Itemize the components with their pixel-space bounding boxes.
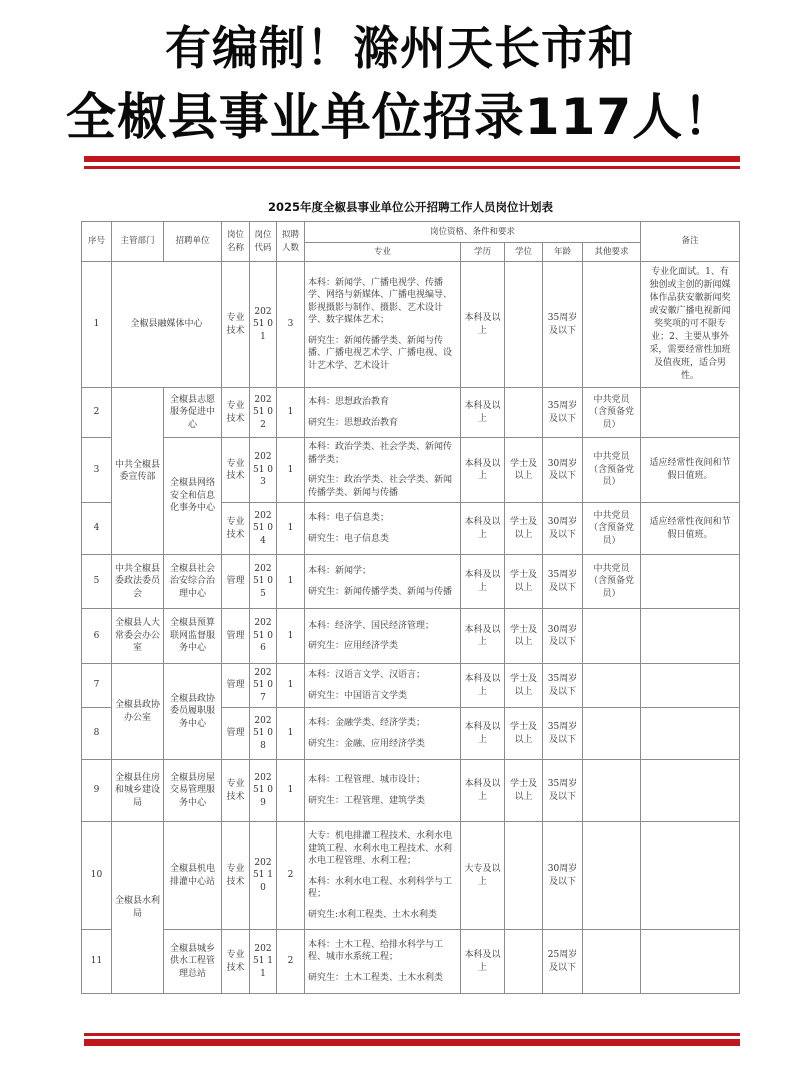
cell-remark: [641, 760, 740, 822]
cell-remark: [641, 388, 740, 438]
table-row: [82, 262, 740, 388]
cell-other: [583, 930, 641, 994]
header-seq: 序号: [82, 222, 112, 262]
major-undergrad: 本科：政治学类、社会学类、新闻传播学类；: [308, 442, 453, 465]
cell-other: 中共党员（含预备党员）: [583, 388, 641, 438]
cell-major: [305, 555, 461, 609]
major-undergrad: 本科：土木工程、给排水科学与工程、城市水系统工程；: [308, 939, 444, 963]
cell-major: [305, 708, 461, 760]
cell-other: [583, 262, 641, 388]
cell-unit: 全椒县政协委员履职服务中心: [164, 664, 222, 760]
cell-post-name: 专业技术: [222, 388, 250, 438]
major-grad: 研究生：金融、应用经济学类: [308, 738, 426, 749]
header-dept: 主管部门: [112, 222, 164, 262]
cell-major: [305, 822, 461, 930]
table-row: [82, 388, 740, 438]
cell-major: [305, 262, 461, 388]
major-undergrad: 本科：金融学类、经济学类；: [308, 718, 426, 728]
cell-post-code: 20251 11: [250, 930, 277, 994]
table-row: [82, 822, 740, 930]
major-undergrad: 本科：思想政治教育: [308, 397, 390, 407]
table-row: [82, 609, 740, 664]
cell-age: 35周岁及以下: [543, 555, 583, 609]
cell-seq: 11: [82, 930, 112, 994]
header-unit: 招聘单位: [164, 222, 222, 262]
headline-line-1: 有编制！滁州天长市和: [165, 21, 635, 75]
header-post-code: 岗位代码: [250, 222, 277, 262]
cell-major: [305, 609, 461, 664]
cell-count: 1: [277, 555, 305, 609]
cell-post-name: 管理: [222, 609, 250, 664]
cell-remark: [641, 555, 740, 609]
cell-seq: 10: [82, 822, 112, 930]
cell-other: 中共党员（含预备党员）: [583, 555, 641, 609]
cell-age: 30周岁及以下: [543, 438, 583, 503]
cell-remark: 适应经常性夜间和节假日值班。: [641, 438, 740, 503]
cell-post-code: 20251 09: [250, 760, 277, 822]
cell-major: [305, 438, 461, 503]
header-degree: 学位: [505, 243, 543, 262]
cell-count: 1: [277, 388, 305, 438]
cell-post-code: 20251 06: [250, 609, 277, 664]
cell-dept: 全椒县人大常委会办公室: [112, 609, 164, 664]
cell-post-code: 20251 05: [250, 555, 277, 609]
cell-unit: 全椒县房屋交易管理服务中心: [164, 760, 222, 822]
major-undergrad: 本科：新闻学；: [308, 566, 372, 576]
cell-remark: [641, 708, 740, 760]
cell-unit: 全椒县志愿服务促进中心: [164, 388, 222, 438]
cell-age: 35周岁及以下: [543, 664, 583, 708]
cell-degree: 学士及以上: [505, 760, 543, 822]
cell-major: [305, 760, 461, 822]
cell-age: 25周岁及以下: [543, 930, 583, 994]
cell-age: 30周岁及以下: [543, 822, 583, 930]
cell-remark: [641, 930, 740, 994]
cell-major: [305, 503, 461, 555]
cell-dept: 全椒县住房和城乡建设局: [112, 760, 164, 822]
cell-count: 1: [277, 708, 305, 760]
cell-degree: [505, 388, 543, 438]
cell-other: [583, 708, 641, 760]
major-grad: 研究生：工程管理、建筑学类: [308, 795, 426, 806]
cell-post-code: 20251 03: [250, 438, 277, 503]
cell-education: 本科及以上: [461, 930, 505, 994]
cell-age: 35周岁及以下: [543, 262, 583, 388]
cell-education: 本科及以上: [461, 760, 505, 822]
cell-post-name: 专业技术: [222, 438, 250, 503]
cell-seq: 9: [82, 760, 112, 822]
cell-count: 1: [277, 664, 305, 708]
cell-remark: [641, 664, 740, 708]
cell-post-name: 管理: [222, 555, 250, 609]
cell-seq: 3: [82, 438, 112, 503]
cell-count: 1: [277, 438, 305, 503]
major-undergrad: 本科：工程管理、城市设计；: [308, 775, 426, 785]
cell-age: 35周岁及以下: [543, 760, 583, 822]
major-grad: 研究生：应用经济学类: [308, 641, 399, 651]
header-requirements: 岗位资格、条件和要求: [305, 222, 641, 243]
cell-seq: 7: [82, 664, 112, 708]
recruitment-plan-table: [81, 193, 739, 994]
cell-dept: 全椒县政协办公室: [112, 664, 164, 760]
table-row: [82, 555, 740, 609]
header-post-name: 岗位名称: [222, 222, 250, 262]
cell-count: 1: [277, 503, 305, 555]
cell-dept: 中共全椒县委政法委员会: [112, 555, 164, 609]
cell-unit: 全椒县社会治安综合治理中心: [164, 555, 222, 609]
cell-post-code: 20251 02: [250, 388, 277, 438]
table-title: 2025年度全椒县事业单位公开招聘工作人员岗位计划表: [82, 193, 740, 222]
cell-education: 本科及以上: [461, 438, 505, 503]
cell-post-name: 专业技术: [222, 503, 250, 555]
cell-degree: [505, 822, 543, 930]
cell-other: [583, 760, 641, 822]
cell-post-code: 20251 04: [250, 503, 277, 555]
cell-major: [305, 664, 461, 708]
cell-degree: 学士及以上: [505, 555, 543, 609]
major-undergrad: 本科：新闻学、广播电视学、传播学、网络与新媒体、广播电视编导、影视摄影与制作、摄影、艺术设计学、数字媒体艺术；: [308, 277, 453, 326]
cell-remark: 专业化面试。1、有独创或主创的新闻媒体作品获安徽新闻奖或安徽广播电视新闻奖奖项的可不限专业；2、主要从事外采，需要经常性加班及值夜班，适合男性。: [641, 262, 740, 388]
cell-seq: 2: [82, 388, 112, 438]
cell-education: 本科及以上: [461, 708, 505, 760]
cell-other: [583, 609, 641, 664]
cell-post-name: 专业技术: [222, 262, 250, 388]
cell-dept: 全椒县水利局: [112, 822, 164, 994]
table-row: [82, 930, 740, 994]
header-age: 年龄: [543, 243, 583, 262]
cell-post-code: 20251 07: [250, 664, 277, 708]
cell-major: [305, 388, 461, 438]
major-grad: 研究生：中国语言文学类: [308, 690, 408, 701]
header-major: 专业: [305, 243, 461, 262]
major-grad: 研究生：政治学类、社会学类、新闻传播学类、新闻与传播: [308, 475, 453, 498]
major-undergrad: 本科：电子信息类；: [308, 513, 390, 523]
cell-major: [305, 930, 461, 994]
header-education: 学历: [461, 243, 505, 262]
cell-degree: 学士及以上: [505, 708, 543, 760]
cell-education: 本科及以上: [461, 609, 505, 664]
cell-post-code: 20251 10: [250, 822, 277, 930]
cell-seq: 5: [82, 555, 112, 609]
cell-other: [583, 822, 641, 930]
cell-education: 本科及以上: [461, 388, 505, 438]
major-grad: 研究生：思想政治教育: [308, 417, 399, 428]
cell-count: 2: [277, 930, 305, 994]
cell-unit: 全椒县网络安全和信息化事务中心: [164, 438, 222, 555]
cell-education: 本科及以上: [461, 664, 505, 708]
major-grad: 研究生：土木工程类、土木水利类: [308, 972, 444, 983]
cell-count: 2: [277, 822, 305, 930]
major-grad: 研究生：新闻传播学类、新闻与传播: [308, 586, 453, 597]
cell-count: 3: [277, 262, 305, 388]
cell-dept: 中共全椒县委宣传部: [112, 388, 164, 555]
header-remark: 备注: [641, 222, 740, 262]
cell-remark: [641, 609, 740, 664]
cell-post-name: 管理: [222, 664, 250, 708]
cell-count: 1: [277, 760, 305, 822]
red-divider-thick-bottom: [84, 1039, 740, 1046]
cell-seq: 8: [82, 708, 112, 760]
cell-degree: 学士及以上: [505, 503, 543, 555]
major-undergrad: 本科：水利水电工程、水利科学与工程；: [308, 876, 453, 899]
cell-education: 大专及以上: [461, 822, 505, 930]
red-divider-thin-bottom: [84, 1033, 740, 1036]
cell-seq: 6: [82, 609, 112, 664]
red-divider-thick-top: [84, 156, 740, 162]
cell-age: 30周岁及以下: [543, 609, 583, 664]
cell-other: 中共党员（含预备党员）: [583, 503, 641, 555]
cell-post-name: 管理: [222, 708, 250, 760]
cell-post-code: 20251 08: [250, 708, 277, 760]
cell-post-name: 专业技术: [222, 760, 250, 822]
header-count: 拟聘人数: [277, 222, 305, 262]
major-college: 大专：机电排灌工程技术、水利水电建筑工程、水利水电工程技术、水利水电工程管理、水利工程；: [308, 831, 453, 866]
major-undergrad: 本科：汉语言文学、汉语言；: [308, 670, 426, 680]
cell-age: 30周岁及以下: [543, 503, 583, 555]
cell-degree: 学士及以上: [505, 438, 543, 503]
cell-degree: [505, 930, 543, 994]
cell-unit: 全椒县机电排灌中心站: [164, 822, 222, 930]
header-other: 其他要求: [583, 243, 641, 262]
cell-post-name: 专业技术: [222, 822, 250, 930]
cell-education: 本科及以上: [461, 555, 505, 609]
table-row: [82, 664, 740, 708]
cell-degree: [505, 262, 543, 388]
major-grad: 研究生：新闻传播学类、新闻与传播、广播电视艺术学、广播电视、设计艺术学、艺术设计: [308, 335, 453, 371]
cell-age: 35周岁及以下: [543, 388, 583, 438]
cell-seq: 4: [82, 503, 112, 555]
cell-degree: 学士及以上: [505, 664, 543, 708]
table-row: [82, 438, 740, 503]
cell-post-code: 20251 01: [250, 262, 277, 388]
cell-count: 1: [277, 609, 305, 664]
cell-other: 中共党员（含预备党员）: [583, 438, 641, 503]
cell-age: 35周岁及以下: [543, 708, 583, 760]
major-undergrad: 本科：经济学、国民经济管理；: [308, 620, 435, 631]
table-row: [82, 760, 740, 822]
cell-dept-unit: 全椒县融媒体中心: [112, 262, 222, 388]
cell-seq: 1: [82, 262, 112, 388]
major-grad: 研究生:水利工程类、土木水利类: [308, 909, 438, 920]
cell-degree: 学士及以上: [505, 609, 543, 664]
headline-line-2: 全椒县事业单位招录117人！: [65, 88, 735, 146]
red-divider-thin-top: [84, 166, 740, 169]
major-grad: 研究生：电子信息类: [308, 533, 390, 544]
cell-post-name: 专业技术: [222, 930, 250, 994]
cell-unit: 全椒县预算联网监督服务中心: [164, 609, 222, 664]
cell-unit: 全椒县城乡供水工程管理总站: [164, 930, 222, 994]
cell-other: [583, 664, 641, 708]
cell-remark: [641, 822, 740, 930]
cell-remark: 适应经常性夜间和节假日值班。: [641, 503, 740, 555]
cell-education: 本科及以上: [461, 262, 505, 388]
cell-education: 本科及以上: [461, 503, 505, 555]
